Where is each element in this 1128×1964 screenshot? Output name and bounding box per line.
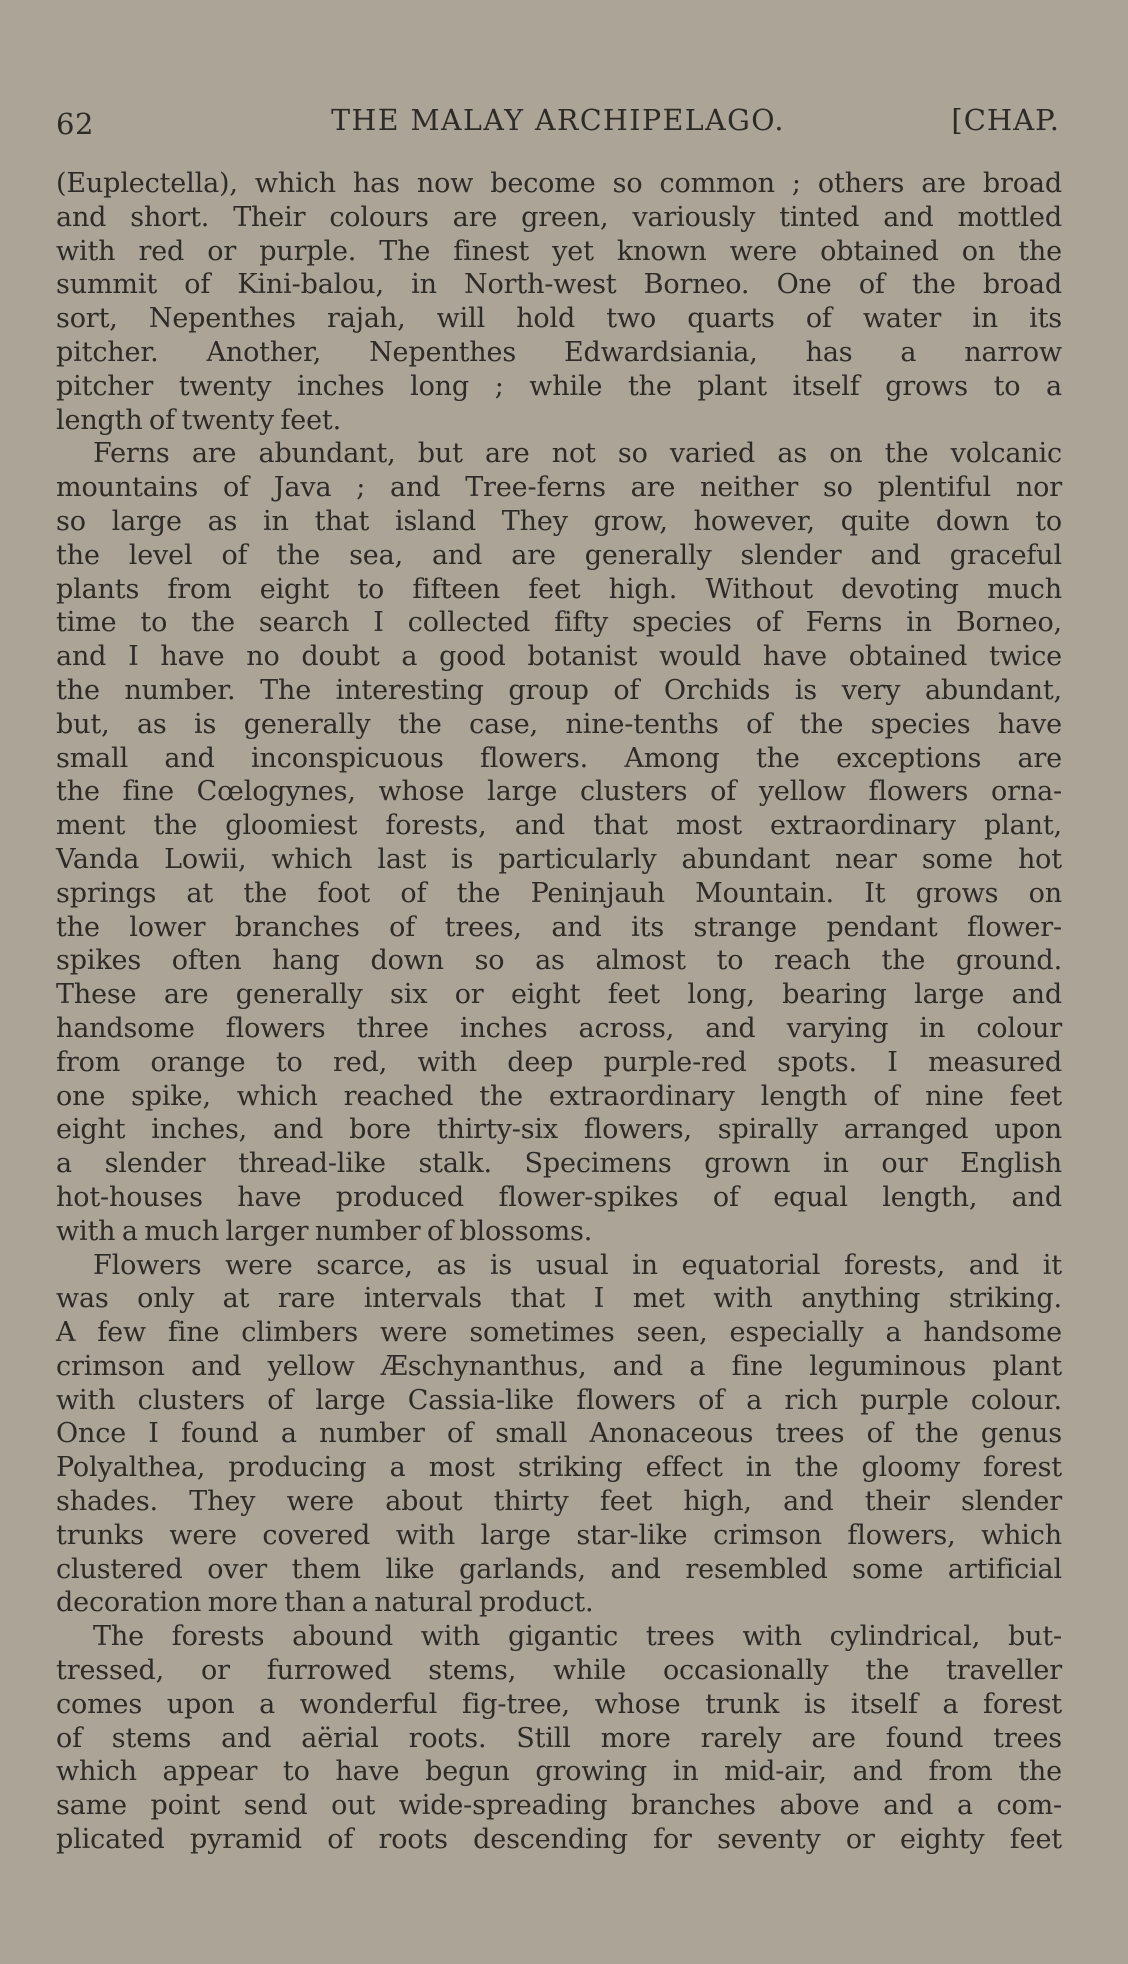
text-line: the number. The interesting group of Orchids is very abundant, — [56, 674, 1062, 706]
chapter-marker: [CHAP. — [951, 103, 1060, 137]
text-line: springs at the foot of the Peninjauh Mountain. It grows on — [56, 877, 1062, 909]
text-line: hot-houses have produced flower-spikes of equal length, and — [56, 1181, 1062, 1213]
text-line: spikes often hang down so as almost to reach the ground. — [56, 945, 1062, 977]
text-line: (Euplectella), which has now become so common ; others are broad — [56, 168, 1062, 199]
text-line: summit of Kini-balou, in North-west Borneo. One of the broad — [56, 269, 1062, 301]
text-line: with red or purple. The finest yet known were obtained on the — [56, 235, 1062, 267]
text-line: Vanda Lowii, which last is particularly abundant near some hot — [56, 843, 1062, 875]
text-line: was only at rare intervals that I met with anything striking. — [56, 1283, 1062, 1315]
text-line: comes upon a wonderful fig-tree, whose trunk is itself a forest — [56, 1688, 1062, 1720]
text-line: small and inconspicuous flowers. Among the exceptions are — [56, 742, 1062, 774]
text-line: with clusters of large Cassia-like flowers of a rich purple colour. — [56, 1384, 1062, 1416]
text-line: so large as in that island They grow, however, quite down to — [56, 505, 1062, 537]
text-line: Flowers were scarce, as is usual in equatorial forests, and it — [93, 1249, 1062, 1281]
text-line: the lower branches of trees, and its strange pendant flower- — [56, 911, 1062, 943]
text-line: shades. They were about thirty feet high, and their slender — [56, 1486, 1062, 1518]
text-line: ment the gloomiest forests, and that most extraordinary plant, — [56, 810, 1062, 842]
text-line: which appear to have begun growing in mid-air, and from the — [56, 1756, 1062, 1788]
text-line: mountains of Java ; and Tree-ferns are neither so plentiful nor — [56, 472, 1062, 504]
text-line: A few fine climbers were sometimes seen, especially a handsome — [56, 1317, 1062, 1349]
text-line: from orange to red, with deep purple-red spots. I measured — [56, 1046, 1062, 1078]
page-number: 62 — [56, 107, 94, 141]
text-line: pitcher twenty inches long ; while the plant itself grows to a — [56, 370, 1062, 402]
text-line: These are generally six or eight feet long, bearing large and — [56, 979, 1062, 1011]
text-line: trunks were covered with large star-like crimson flowers, which — [56, 1519, 1062, 1551]
text-line: Ferns are abundant, but are not so varied as on the volcanic — [93, 438, 1062, 470]
text-line: decoration more than a natural product. — [56, 1587, 594, 1619]
text-line: the level of the sea, and are generally slender and graceful — [56, 539, 1062, 571]
text-line: same point send out wide-spreading branches above and a com- — [56, 1790, 1062, 1822]
text-line: The forests abound with gigantic trees with cylindrical, but- — [93, 1621, 1062, 1653]
text-line: and I have no doubt a good botanist would have obtained twice — [56, 641, 1062, 673]
text-line: handsome flowers three inches across, and varying in colour — [56, 1012, 1062, 1044]
text-line: clustered over them like garlands, and resembled some artificial — [56, 1553, 1062, 1585]
text-line: Once I found a number of small Anonaceous trees of the genus — [56, 1418, 1062, 1450]
body-text — [56, 167, 1062, 1857]
book-title: THE MALAY ARCHIPELAGO. — [331, 103, 785, 137]
text-line: crimson and yellow Æschynanthus, and a fine leguminous plant — [56, 1350, 1062, 1382]
text-line: pitcher. Another, Nepenthes Edwardsiania, has a narrow — [56, 336, 1062, 368]
text-line: length of twenty feet. — [56, 404, 342, 436]
text-line: of stems and aërial roots. Still more rarely are found trees — [56, 1722, 1062, 1754]
text-line: a slender thread-like stalk. Specimens grown in our English — [56, 1148, 1062, 1180]
text-line: sort, Nepenthes rajah, will hold two quarts of water in its — [56, 303, 1062, 335]
running-head — [56, 100, 1060, 140]
text-line: tressed, or furrowed stems, while occasionally the traveller — [56, 1655, 1062, 1687]
text-line: the fine Cœlogynes, whose large clusters of yellow flowers orna- — [56, 776, 1062, 808]
text-line: one spike, which reached the extraordinary length of nine feet — [56, 1080, 1062, 1112]
text-line: with a much larger number of blossoms. — [56, 1215, 593, 1247]
text-line: time to the search I collected fifty species of Ferns in Borneo, — [56, 607, 1062, 639]
text-line: plants from eight to fifteen feet high. Without devoting much — [56, 573, 1062, 605]
text-line: and short. Their colours are green, variously tinted and mottled — [56, 201, 1062, 233]
text-line: eight inches, and bore thirty-six flowers, spirally arranged upon — [56, 1114, 1062, 1146]
text-line: plicated pyramid of roots descending for seventy or eighty feet — [56, 1824, 1062, 1856]
text-line: Polyalthea, producing a most striking effect in the gloomy forest — [56, 1452, 1062, 1484]
text-line: but, as is generally the case, nine-tenths of the species have — [56, 708, 1062, 740]
